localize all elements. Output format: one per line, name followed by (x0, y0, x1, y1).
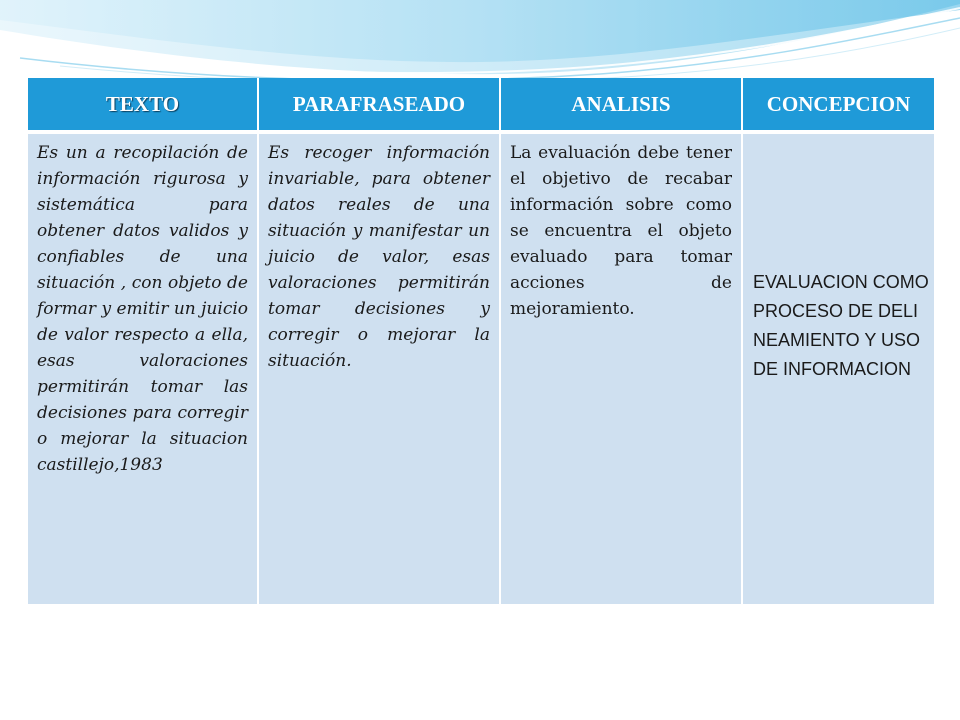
texto-content: Es un a recopilación de información rigurosa y sistemática para obtener datos validos y confiables de una situación , con objeto de formar y emitir un juicio de valor respecto a ella, esas valoraciones permitirán tomar las decisiones para corregir o mejorar la situacion castillejo,1983 (37, 143, 249, 475)
table-header-row (28, 78, 934, 132)
header-concepcion: CONCEPCION (742, 78, 934, 132)
parafraseado-content: Es recoger información invariable, para obtener datos reales de una situación y manifestar un juicio de valor, esas valoraciones permitirán tomar decisiones y corregir o mejorar la situación. (268, 143, 490, 371)
cell-texto (28, 132, 258, 604)
analisis-content: La evaluación debe tener el objetivo de recabar información sobre como se encuentra el objeto evaluado para tomar acciones de mejoramiento. (510, 143, 732, 319)
cell-parafraseado (258, 132, 500, 604)
header-analisis: ANALISIS (500, 78, 742, 132)
concepcion-content: EVALUACION COMO PROCESO DE DELINEAMIENTO Y USO DE INFORMACION (753, 272, 929, 379)
header-parafraseado: PARAFRASEADO (258, 78, 500, 132)
cell-concepcion (742, 132, 934, 604)
cell-analisis (500, 132, 742, 604)
header-texto: TEXTO (28, 78, 258, 132)
comparison-table (28, 78, 934, 604)
table-row (28, 132, 934, 604)
top-wave-decoration (0, 0, 960, 83)
